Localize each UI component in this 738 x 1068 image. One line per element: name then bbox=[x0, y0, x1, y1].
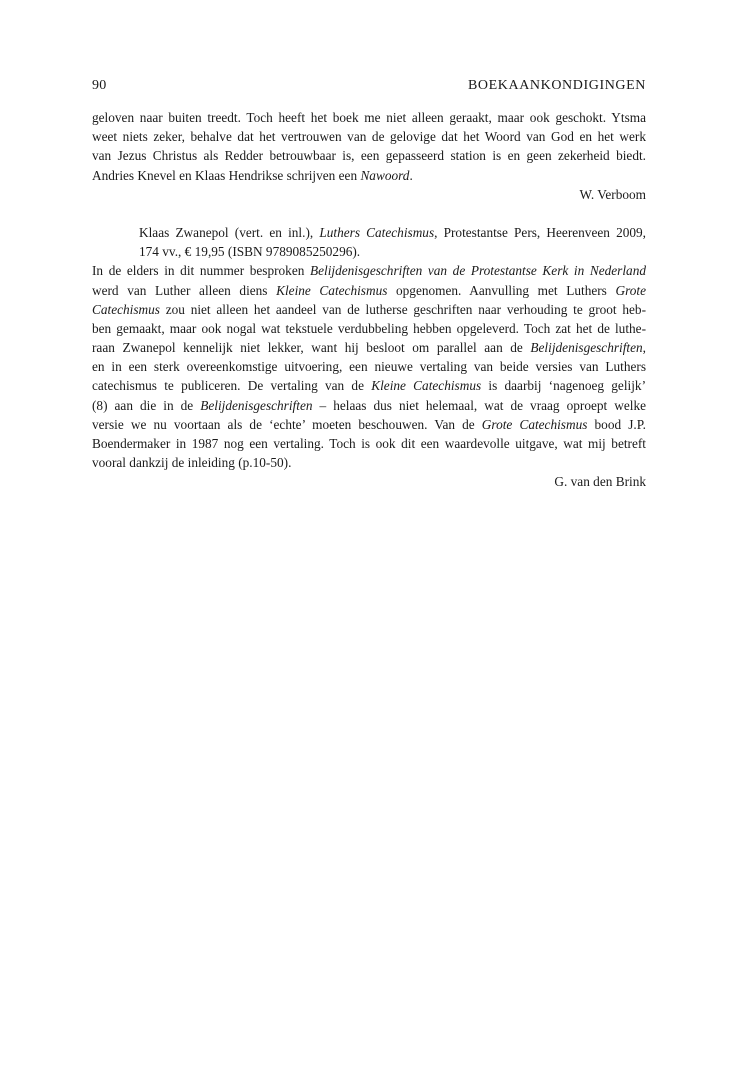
text-line bbox=[92, 319, 646, 338]
text-segment: , bbox=[642, 340, 646, 356]
text-segment: raan Zwanepol kennelijk niet lekker, want hij besloot om parallel aan de bbox=[92, 340, 531, 356]
italic-title: Belijdenisgeschriften bbox=[200, 397, 313, 413]
text-segment: 174 vv., € 19,95 (ISBN 9789085250296). bbox=[139, 244, 361, 260]
italic-title: Belijdenisgeschriften van de Protestantse Kerk in Nederland bbox=[310, 263, 646, 279]
text-line bbox=[139, 242, 646, 261]
review-1-signature: W. Verboom bbox=[579, 186, 646, 202]
text-segment: vooral dankzij de inleiding (p.10-50). bbox=[92, 455, 292, 471]
text-line bbox=[92, 146, 646, 165]
text-line bbox=[92, 376, 646, 395]
text-segment: catechismus te publiceren. De vertaling van de bbox=[92, 378, 372, 394]
italic-title: Grote Catechismus bbox=[481, 416, 588, 432]
text-line bbox=[139, 223, 646, 242]
text-line bbox=[92, 434, 646, 453]
text-line bbox=[92, 338, 646, 357]
text-line bbox=[92, 261, 646, 280]
text-line bbox=[92, 453, 646, 472]
italic-title: Luthers Catechismus bbox=[319, 224, 435, 240]
running-title: BOEKAANKONDIGINGEN bbox=[467, 78, 646, 93]
italic-title: Nawoord bbox=[360, 167, 410, 183]
italic-title: Catechismus bbox=[92, 301, 160, 317]
page-header bbox=[92, 78, 646, 100]
text-segment: – helaas dus niet helemaal, wat de vraag oproept welke bbox=[312, 397, 646, 413]
text-line bbox=[92, 108, 646, 127]
review-2-bibliography bbox=[92, 223, 646, 261]
document-page bbox=[92, 78, 646, 492]
italic-title: Belijdenisgeschriften bbox=[530, 340, 643, 356]
review-2-body bbox=[92, 261, 646, 472]
text-line bbox=[92, 127, 646, 146]
text-segment: versie we nu voortaan als de ‘echte’ moeten beschouwen. Van de bbox=[92, 416, 482, 432]
italic-title: Kleine Catechismus bbox=[371, 378, 482, 394]
text-line bbox=[92, 300, 646, 319]
text-line bbox=[92, 396, 646, 415]
italic-title: Kleine Catechismus bbox=[276, 282, 388, 298]
text-segment: Boendermaker in 1987 nog een vertaling. Toch is ook dit een waardevolle uitgave, wat mij betreft bbox=[92, 436, 646, 452]
italic-title: Grote bbox=[615, 282, 646, 298]
text-line bbox=[92, 415, 646, 434]
text-segment: bood J.P. bbox=[587, 416, 646, 432]
text-segment: geloven naar buiten treedt. Toch heeft het boek me niet alleen geraakt, maar ook geschokt. Ytsma bbox=[92, 110, 646, 125]
text-segment: en in een sterk overeenkomstige uitvoering, een nieuwe vertaling van beide versies van Luthers bbox=[92, 359, 646, 375]
text-line bbox=[92, 281, 646, 300]
text-segment: zou niet alleen het aandeel van de lutherse geschriften naar verhouding te groot heb- bbox=[159, 301, 646, 317]
text-segment: . bbox=[409, 167, 413, 183]
text-segment: opgenomen. Aanvulling met Luthers bbox=[387, 282, 616, 298]
text-segment: van Jezus Christus als Redder betrouwbaar is, een gepasseerd station is en geen zekerheid biedt. bbox=[92, 148, 646, 164]
page-number: 90 bbox=[92, 78, 107, 93]
text-line bbox=[92, 166, 646, 185]
text-segment: werd van Luther alleen diens bbox=[92, 282, 277, 298]
text-segment: Andries Knevel en Klaas Hendrikse schrijven een bbox=[92, 167, 361, 183]
text-segment: In de elders in dit nummer besproken bbox=[92, 263, 310, 279]
text-segment: (8) aan die in de bbox=[92, 397, 201, 413]
text-segment: , Protestantse Pers, Heerenveen 2009, bbox=[434, 224, 646, 240]
review-2-signature: G. van den Brink bbox=[554, 474, 646, 490]
text-line bbox=[92, 357, 646, 376]
text-segment: weet niets zeker, behalve dat het vertrouwen van de gelovige dat het Woord van God en het werk bbox=[92, 129, 646, 145]
text-segment: is daarbij ‘nagenoeg gelijk’ bbox=[481, 378, 646, 394]
text-segment: ben gemaakt, maar ook nogal wat tekstuele verdubbeling hebben opgeleverd. Toch zat het de luthe- bbox=[92, 320, 646, 336]
text-segment: Klaas Zwanepol (vert. en inl.), bbox=[139, 224, 320, 240]
review-1-body bbox=[92, 108, 646, 185]
